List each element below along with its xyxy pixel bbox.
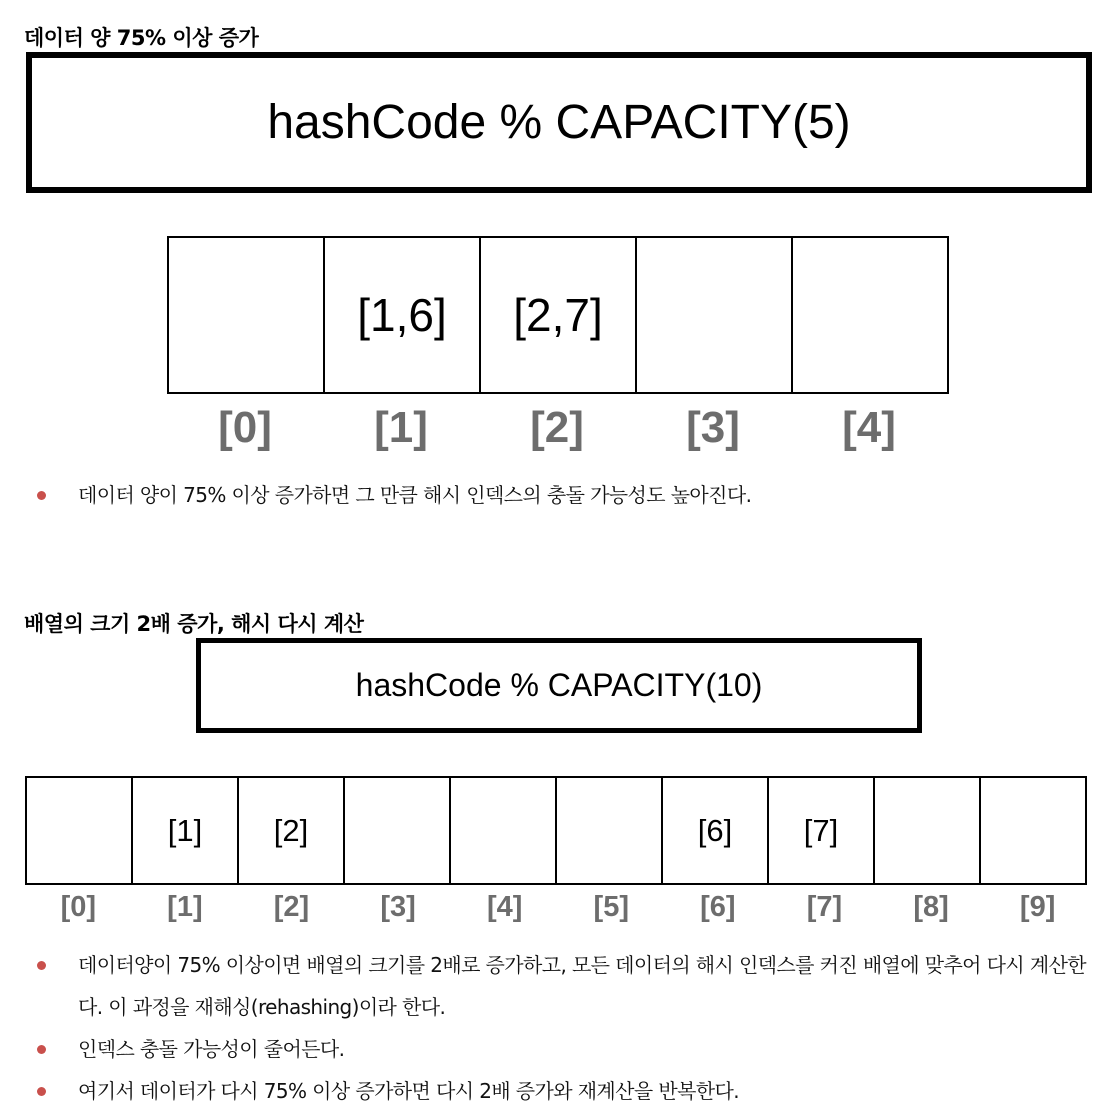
index-label: [1] xyxy=(374,403,428,452)
bucket-1: [1,6] xyxy=(323,236,481,394)
bucket-2: [2,7] xyxy=(479,236,637,394)
section1-bullet-list xyxy=(24,480,1084,510)
bullet-dot xyxy=(37,1087,46,1096)
index-label: [4] xyxy=(842,403,896,452)
section1-heading: 데이터 양 75% 이상 증가 xyxy=(24,26,259,50)
index-labels-capacity-5 xyxy=(167,403,947,453)
hash-table-capacity-5 xyxy=(167,236,949,394)
list-item: 인덱스 충돌 가능성이 줄어든다. xyxy=(24,1028,1090,1070)
bucket-1: [1] xyxy=(131,776,239,885)
index-label: [7] xyxy=(806,891,843,923)
index-label: [1] xyxy=(167,891,203,923)
bucket-5 xyxy=(555,776,663,885)
index-label: [9] xyxy=(1019,891,1056,923)
section2-bullet-list xyxy=(24,944,1090,1112)
list-item: 데이터양이 75% 이상이면 배열의 크기를 2배로 증가하고, 모든 데이터의 해시 인덱스를 커진 배열에 맞추어 다시 계산한다. 이 과정을 재해싱(rehashing)이라 한다. xyxy=(24,944,1090,1028)
index-label: [8] xyxy=(913,891,949,923)
bucket-8 xyxy=(873,776,981,885)
formula-box-capacity-10 xyxy=(196,638,922,733)
index-label: [0] xyxy=(218,403,272,452)
bucket-7: [7] xyxy=(767,776,875,885)
bucket-9 xyxy=(979,776,1087,885)
bucket-4 xyxy=(449,776,557,885)
index-label: [6] xyxy=(700,891,736,923)
bullet-dot xyxy=(37,491,46,500)
hash-table-capacity-10 xyxy=(25,776,1087,885)
index-labels-capacity-10 xyxy=(25,891,1091,924)
index-label: [0] xyxy=(60,891,97,923)
index-label: [2] xyxy=(273,891,310,923)
bucket-4 xyxy=(791,236,949,394)
index-label: [3] xyxy=(380,891,416,923)
list-item: 데이터 양이 75% 이상 증가하면 그 만큼 해시 인덱스의 충돌 가능성도 높아진다. xyxy=(24,480,1084,510)
bucket-3 xyxy=(635,236,793,394)
formula-box-capacity-5 xyxy=(26,52,1092,193)
bullet-dot xyxy=(37,961,46,970)
bullet-dot xyxy=(37,1045,46,1054)
index-label: [5] xyxy=(593,891,629,923)
bucket-0 xyxy=(25,776,133,885)
section2-heading: 배열의 크기 2배 증가, 해시 다시 계산 xyxy=(24,612,364,636)
bucket-0 xyxy=(167,236,325,394)
bucket-2: [2] xyxy=(237,776,345,885)
formula-text: hashCode % CAPACITY(10) xyxy=(355,667,763,703)
formula-text: hashCode % CAPACITY(5) xyxy=(267,96,851,149)
index-label: [3] xyxy=(686,403,740,452)
index-label: [2] xyxy=(530,403,584,452)
list-item: 여기서 데이터가 다시 75% 이상 증가하면 다시 2배 증가와 재계산을 반복한다. xyxy=(24,1070,1090,1112)
index-label: [4] xyxy=(486,891,523,923)
bucket-6: [6] xyxy=(661,776,769,885)
bucket-3 xyxy=(343,776,451,885)
